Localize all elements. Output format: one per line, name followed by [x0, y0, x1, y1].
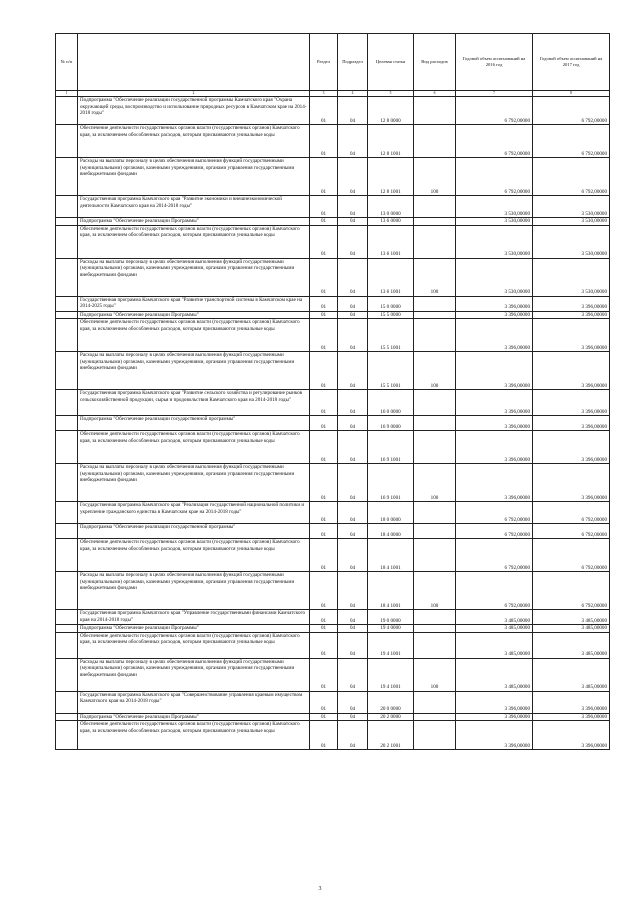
row-vol2017: 3 396,00000 — [533, 464, 610, 502]
row-name: Государственная программа Камчатского края "Совершенствование управления краевым имуществом Камчатского края на 2014-2018 годы" — [78, 691, 310, 713]
row-expense-type — [414, 431, 456, 464]
row-target: 15 5 1001 — [368, 352, 414, 390]
row-num — [56, 721, 78, 750]
row-target: 13 6 0000 — [368, 218, 414, 226]
row-num — [56, 196, 78, 218]
row-section: 01 — [310, 632, 338, 658]
row-name: Обеспечение деятельности государственных органов власти (государственных органов) Камчатского края, за исключением обособленных расходов, которым присваиваются уникальные коды — [78, 721, 310, 750]
table-row — [56, 431, 610, 464]
row-name: Подпрограмма "Обеспечение реализации Программы" — [78, 311, 310, 319]
row-vol2017: 6 792,00000 — [533, 97, 610, 125]
row-target: 18 4 0000 — [368, 524, 414, 539]
row-num — [56, 319, 78, 352]
row-section: 01 — [310, 158, 338, 196]
col-header-section: Раздел — [310, 34, 338, 91]
row-target: 20 2 1001 — [368, 721, 414, 750]
row-subsection: 04 — [338, 610, 368, 625]
row-num — [56, 311, 78, 319]
row-target: 20 0 0000 — [368, 691, 414, 713]
row-vol2016: 3 396,00000 — [456, 352, 533, 390]
row-vol2017: 3 396,00000 — [533, 390, 610, 416]
row-subsection: 04 — [338, 713, 368, 721]
row-num — [56, 572, 78, 610]
row-target: 16 0 0000 — [368, 390, 414, 416]
row-vol2017: 6 792,00000 — [533, 539, 610, 572]
row-vol2016: 3 396,00000 — [456, 296, 533, 311]
row-vol2016: 3 530,00000 — [456, 225, 533, 258]
row-vol2016: 6 792,00000 — [456, 97, 533, 125]
table-row — [56, 502, 610, 524]
row-vol2016: 3 485,00000 — [456, 658, 533, 691]
row-expense-type: 100 — [414, 158, 456, 196]
row-section: 01 — [310, 625, 338, 633]
col-header-name — [78, 34, 310, 91]
row-name: Подпрограмма "Обеспечение реализации Программы" — [78, 713, 310, 721]
row-num — [56, 225, 78, 258]
row-section: 01 — [310, 296, 338, 311]
table-row — [56, 464, 610, 502]
row-vol2017: 3 530,00000 — [533, 196, 610, 218]
table-row — [56, 390, 610, 416]
table-row — [56, 258, 610, 296]
row-subsection: 04 — [338, 311, 368, 319]
row-vol2016: 3 396,00000 — [456, 311, 533, 319]
row-section: 01 — [310, 658, 338, 691]
col-header-target: Целевая статья — [368, 34, 414, 91]
table-row — [56, 218, 610, 226]
row-subsection: 04 — [338, 416, 368, 431]
row-subsection: 04 — [338, 258, 368, 296]
row-vol2017: 6 792,00000 — [533, 572, 610, 610]
row-subsection: 04 — [338, 691, 368, 713]
row-target: 12 8 1001 — [368, 125, 414, 158]
row-num — [56, 416, 78, 431]
row-expense-type: 100 — [414, 258, 456, 296]
row-vol2016: 3 485,00000 — [456, 632, 533, 658]
row-vol2017: 3 396,00000 — [533, 319, 610, 352]
row-name: Государственная программа Камчатского края "Развитие транспортной системы в Камчатском крае на 2014-2025 годы" — [78, 296, 310, 311]
row-name: Подпрограмма "Обеспечение реализации государственной программы" — [78, 524, 310, 539]
row-expense-type — [414, 524, 456, 539]
row-num — [56, 524, 78, 539]
col-header-num: № п/п — [56, 34, 78, 91]
row-vol2016: 3 396,00000 — [456, 416, 533, 431]
row-target: 13 6 1001 — [368, 225, 414, 258]
row-subsection: 04 — [338, 125, 368, 158]
row-num — [56, 125, 78, 158]
row-vol2016: 6 792,00000 — [456, 502, 533, 524]
row-vol2016: 3 396,00000 — [456, 390, 533, 416]
row-target: 18 4 1001 — [368, 539, 414, 572]
row-num — [56, 713, 78, 721]
row-target: 15 5 0000 — [368, 311, 414, 319]
row-vol2017: 3 396,00000 — [533, 416, 610, 431]
row-subsection: 04 — [338, 502, 368, 524]
table-row — [56, 97, 610, 125]
row-vol2017: 6 792,00000 — [533, 524, 610, 539]
col-header-expense-type: Вид расходов — [414, 34, 456, 91]
row-vol2016: 3 530,00000 — [456, 258, 533, 296]
row-vol2017: 3 396,00000 — [533, 431, 610, 464]
row-vol2016: 6 792,00000 — [456, 572, 533, 610]
table-row — [56, 225, 610, 258]
table-row — [56, 416, 610, 431]
row-vol2016: 3 396,00000 — [456, 721, 533, 750]
table-row — [56, 524, 610, 539]
row-section: 01 — [310, 258, 338, 296]
row-target: 13 6 1001 — [368, 258, 414, 296]
row-vol2017: 3 396,00000 — [533, 352, 610, 390]
column-number: 2 — [78, 91, 310, 97]
column-number: 6 — [414, 91, 456, 97]
row-vol2017: 3 396,00000 — [533, 691, 610, 713]
row-expense-type — [414, 296, 456, 311]
row-section: 01 — [310, 97, 338, 125]
table-row — [56, 572, 610, 610]
table-row — [56, 691, 610, 713]
row-section: 01 — [310, 713, 338, 721]
table-row — [56, 539, 610, 572]
column-number: 5 — [368, 91, 414, 97]
row-name: Расходы на выплаты персоналу в целях обеспечения выполнения функций государственными (муниципальными) органами, казенными учреждениями, органами управления государственными внебюджетными фондами — [78, 572, 310, 610]
row-subsection: 04 — [338, 632, 368, 658]
row-num — [56, 464, 78, 502]
table-row — [56, 625, 610, 633]
row-num — [56, 539, 78, 572]
row-vol2016: 6 792,00000 — [456, 524, 533, 539]
budget-table — [55, 33, 610, 750]
row-subsection: 04 — [338, 572, 368, 610]
row-subsection: 04 — [338, 431, 368, 464]
row-expense-type — [414, 632, 456, 658]
row-expense-type: 100 — [414, 464, 456, 502]
row-section: 01 — [310, 691, 338, 713]
row-subsection: 04 — [338, 158, 368, 196]
row-subsection: 04 — [338, 524, 368, 539]
row-section: 01 — [310, 416, 338, 431]
col-header-subsection: Подраздел — [338, 34, 368, 91]
row-target: 15 5 1001 — [368, 319, 414, 352]
table-row — [56, 296, 610, 311]
header-row — [56, 34, 610, 91]
row-expense-type — [414, 721, 456, 750]
row-target: 13 0 0000 — [368, 196, 414, 218]
row-num — [56, 625, 78, 633]
row-vol2016: 6 792,00000 — [456, 158, 533, 196]
row-subsection: 04 — [338, 625, 368, 633]
table-row — [56, 658, 610, 691]
row-subsection: 04 — [338, 225, 368, 258]
row-vol2016: 3 530,00000 — [456, 218, 533, 226]
table-row — [56, 319, 610, 352]
row-section: 01 — [310, 610, 338, 625]
row-section: 01 — [310, 572, 338, 610]
row-subsection: 04 — [338, 539, 368, 572]
row-section: 01 — [310, 431, 338, 464]
row-vol2016: 6 792,00000 — [456, 539, 533, 572]
row-section: 01 — [310, 539, 338, 572]
row-expense-type: 100 — [414, 572, 456, 610]
row-vol2017: 3 485,00000 — [533, 632, 610, 658]
row-subsection: 04 — [338, 196, 368, 218]
row-expense-type — [414, 196, 456, 218]
column-number: 3 — [310, 91, 338, 97]
row-target: 19 0 0000 — [368, 610, 414, 625]
row-expense-type — [414, 319, 456, 352]
row-section: 01 — [310, 390, 338, 416]
row-vol2017: 3 485,00000 — [533, 625, 610, 633]
row-target: 16 9 0000 — [368, 416, 414, 431]
row-section: 01 — [310, 196, 338, 218]
row-vol2017: 6 792,00000 — [533, 125, 610, 158]
table-row — [56, 158, 610, 196]
budget-table-container — [55, 33, 609, 750]
row-num — [56, 296, 78, 311]
row-num — [56, 258, 78, 296]
row-vol2016: 6 792,00000 — [456, 125, 533, 158]
row-name: Обеспечение деятельности государственных органов власти (государственных органов) Камчатского края, за исключением обособленных расходов, которым присваиваются уникальные коды — [78, 225, 310, 258]
row-section: 01 — [310, 218, 338, 226]
row-vol2017: 6 792,00000 — [533, 502, 610, 524]
row-subsection: 04 — [338, 319, 368, 352]
row-name: Государственная программа Камчатского края "Развитие экономики и внешнеэкономической деятельности Камчатского края на 2014-2018 годы" — [78, 196, 310, 218]
column-number: 7 — [456, 91, 533, 97]
row-expense-type — [414, 97, 456, 125]
column-number: 8 — [533, 91, 610, 97]
row-num — [56, 502, 78, 524]
row-vol2016: 3 485,00000 — [456, 625, 533, 633]
row-name: Обеспечение деятельности государственных органов власти (государственных органов) Камчатского края, за исключением обособленных расходов, которым присваиваются уникальные коды — [78, 539, 310, 572]
table-row — [56, 352, 610, 390]
row-expense-type — [414, 691, 456, 713]
row-name: Обеспечение деятельности государственных органов власти (государственных органов) Камчатского края, за исключением обособленных расходов, которым присваиваются уникальные коды — [78, 125, 310, 158]
row-num — [56, 158, 78, 196]
row-num — [56, 610, 78, 625]
row-expense-type — [414, 218, 456, 226]
row-expense-type — [414, 502, 456, 524]
row-name: Обеспечение деятельности государственных органов власти (государственных органов) Камчатского края, за исключением обособленных расходов, которым присваиваются уникальные коды — [78, 431, 310, 464]
row-target: 12 8 0000 — [368, 97, 414, 125]
row-section: 01 — [310, 319, 338, 352]
row-target: 16 9 1001 — [368, 431, 414, 464]
row-vol2016: 3 396,00000 — [456, 431, 533, 464]
row-vol2017: 3 396,00000 — [533, 721, 610, 750]
row-name: Государственная программа Камчатского края "Развитие сельского хозяйства и регулирование рынков сельскохозяйственной продукции, сырья и продовольствия Камчатского края на 2014-2018 годы" — [78, 390, 310, 416]
row-section: 01 — [310, 464, 338, 502]
row-subsection: 04 — [338, 296, 368, 311]
row-vol2017: 3 485,00000 — [533, 610, 610, 625]
row-target: 19 4 1001 — [368, 632, 414, 658]
row-subsection: 04 — [338, 218, 368, 226]
row-vol2017: 3 530,00000 — [533, 258, 610, 296]
row-expense-type: 100 — [414, 352, 456, 390]
row-expense-type — [414, 390, 456, 416]
row-expense-type — [414, 225, 456, 258]
row-num — [56, 691, 78, 713]
row-expense-type — [414, 416, 456, 431]
row-subsection: 04 — [338, 352, 368, 390]
row-section: 01 — [310, 352, 338, 390]
column-number: 1 — [56, 91, 78, 97]
row-subsection: 04 — [338, 390, 368, 416]
row-subsection: 04 — [338, 721, 368, 750]
table-row — [56, 632, 610, 658]
row-target: 19 4 1001 — [368, 658, 414, 691]
row-num — [56, 218, 78, 226]
row-expense-type: 100 — [414, 658, 456, 691]
row-vol2016: 3 396,00000 — [456, 319, 533, 352]
row-subsection: 04 — [338, 658, 368, 691]
col-header-vol2016: Годовой объем ассигнований на 2016 год — [456, 34, 533, 91]
row-expense-type — [414, 539, 456, 572]
table-row — [56, 196, 610, 218]
row-section: 01 — [310, 311, 338, 319]
row-section: 01 — [310, 225, 338, 258]
row-vol2017: 3 530,00000 — [533, 225, 610, 258]
column-number: 4 — [338, 91, 368, 97]
row-num — [56, 632, 78, 658]
row-vol2016: 3 485,00000 — [456, 610, 533, 625]
row-target: 19 4 0000 — [368, 625, 414, 633]
row-target: 20 2 0000 — [368, 713, 414, 721]
row-vol2017: 3 396,00000 — [533, 296, 610, 311]
row-section: 01 — [310, 524, 338, 539]
row-vol2016: 3 530,00000 — [456, 196, 533, 218]
row-num — [56, 352, 78, 390]
row-section: 01 — [310, 721, 338, 750]
row-vol2017: 6 792,00000 — [533, 158, 610, 196]
row-name: Расходы на выплаты персоналу в целях обеспечения выполнения функций государственными (муниципальными) органами, казенными учреждениями, органами управления государственными внебюджетными фондами — [78, 158, 310, 196]
table-row — [56, 311, 610, 319]
row-name: Подпрограмма "Обеспечение реализации государственной программы" — [78, 416, 310, 431]
row-subsection: 04 — [338, 464, 368, 502]
row-name: Государственная программа Камчатского края "Управление государственными финансами Камчатского края на 2014-2018 годы" — [78, 610, 310, 625]
row-num — [56, 390, 78, 416]
row-subsection: 04 — [338, 97, 368, 125]
row-expense-type — [414, 625, 456, 633]
row-name: Расходы на выплаты персоналу в целях обеспечения выполнения функций государственными (муниципальными) органами, казенными учреждениями, органами управления государственными внебюджетными фондами — [78, 658, 310, 691]
row-target: 16 9 1001 — [368, 464, 414, 502]
row-name: Государственная программа Камчатского края "Реализация государственной национальной политики и укрепление гражданского единства в Камчатском крае на 2014-2018 годы" — [78, 502, 310, 524]
row-target: 12 8 1001 — [368, 158, 414, 196]
row-name: Расходы на выплаты персоналу в целях обеспечения выполнения функций государственными (муниципальными) органами, казенными учреждениями, органами управления государственными внебюджетными фондами — [78, 352, 310, 390]
row-name: Подпрограмма "Обеспечение реализации Программы" — [78, 625, 310, 633]
row-name: Подпрограмма "Обеспечение реализации государственной программы Камчатского края "Охрана окружающей среды, воспроизводство и использование природных ресурсов в Камчатском крае на 2014-2018 годы" — [78, 97, 310, 125]
row-expense-type — [414, 125, 456, 158]
row-target: 18 4 1001 — [368, 572, 414, 610]
row-section: 01 — [310, 502, 338, 524]
row-vol2016: 3 396,00000 — [456, 713, 533, 721]
col-header-vol2017: Годовой объем ассигнований на 2017 год — [533, 34, 610, 91]
row-name: Расходы на выплаты персоналу в целях обеспечения выполнения функций государственными (муниципальными) органами, казенными учреждениями, органами управления государственными внебюджетными фондами — [78, 464, 310, 502]
row-num — [56, 658, 78, 691]
row-vol2017: 3 485,00000 — [533, 658, 610, 691]
row-target: 18 0 0000 — [368, 502, 414, 524]
page-number: 3 — [318, 886, 322, 892]
table-row — [56, 125, 610, 158]
row-section: 01 — [310, 125, 338, 158]
row-target: 15 0 0000 — [368, 296, 414, 311]
table-row — [56, 610, 610, 625]
row-vol2016: 3 396,00000 — [456, 464, 533, 502]
row-name: Обеспечение деятельности государственных органов власти (государственных органов) Камчатского края, за исключением обособленных расходов, которым присваиваются уникальные коды — [78, 319, 310, 352]
table-row — [56, 713, 610, 721]
row-expense-type — [414, 311, 456, 319]
row-num — [56, 431, 78, 464]
row-name: Подпрограмма "Обеспечение реализации Программы" — [78, 218, 310, 226]
row-expense-type — [414, 610, 456, 625]
row-vol2017: 3 396,00000 — [533, 713, 610, 721]
row-expense-type — [414, 713, 456, 721]
row-vol2016: 3 396,00000 — [456, 691, 533, 713]
row-num — [56, 97, 78, 125]
row-name: Расходы на выплаты персоналу в целях обеспечения выполнения функций государственными (муниципальными) органами, казенными учреждениями, органами управления государственными внебюджетными фондами — [78, 258, 310, 296]
row-name: Обеспечение деятельности государственных органов власти (государственных органов) Камчатского края, за исключением обособленных расходов, которым присваиваются уникальные коды — [78, 632, 310, 658]
row-vol2017: 3 530,00000 — [533, 218, 610, 226]
table-row — [56, 721, 610, 750]
row-vol2017: 3 396,00000 — [533, 311, 610, 319]
